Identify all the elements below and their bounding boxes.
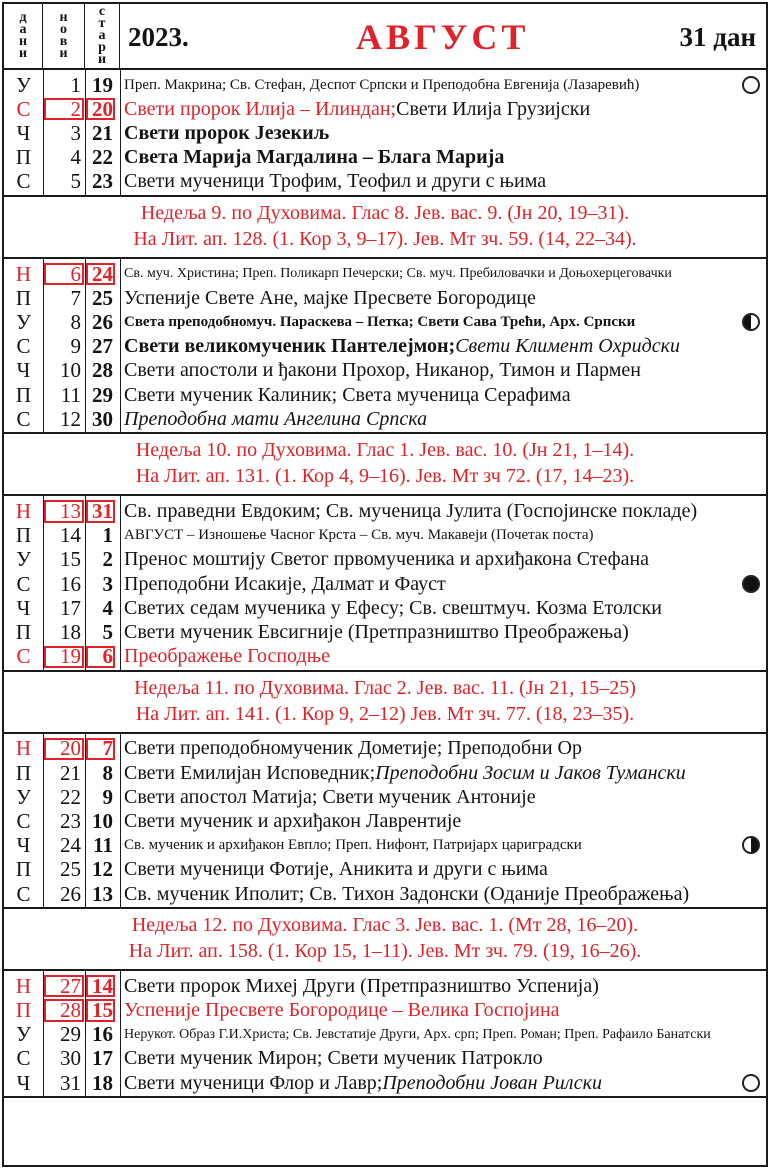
weekday-letter: Ч [16,1070,31,1095]
new-date: 17 [60,595,81,620]
moon-phase-icon [742,1074,760,1092]
old-date: 27 [92,334,113,359]
saint-primary: Света Марија Магдалина – Блага Марија [124,146,505,169]
day-row [4,572,766,596]
saint-primary: АВГУСТ – Изношење Часног Крста – Св. муч. Макавеји (Почетак поста) [124,527,594,544]
day-row [4,524,766,548]
weekday-letter: У [16,72,31,97]
saint-primary: Свети апостол Матија; Свети мученик Антоније [124,785,536,808]
saint-primary: Преображење Господње [124,645,330,668]
saint-text [120,1047,768,1071]
weekday-letter: П [15,523,32,548]
new-date: 23 [60,808,81,833]
old-date: 29 [92,382,113,407]
saint-primary: Св. мученик и архиђакон Евпло; Преп. Нифонт, Патријарх цариградски [124,837,582,854]
day-row [4,596,766,620]
old-date: 20 [85,97,116,121]
saint-text [120,335,768,359]
saint-text [120,286,768,310]
column-divider [43,259,44,434]
saint-text [120,785,768,809]
new-date: 26 [60,881,81,906]
sunday-reading-line: Недеља 12. по Духовима. Глас 3. Јев. вас. 1. (Мт 28, 16–20). [131,914,639,937]
sunday-reading-line: На Лит. ап. 128. (1. Кор 3, 9–17). Јев. Мт зч. 59. (14, 22–34). [133,228,637,250]
saint-text [120,809,768,833]
day-row [4,1071,766,1095]
saint-primary: Свети мученици Флор и Лавр; [124,1071,383,1094]
saint-text [120,596,768,620]
day-row [4,1047,766,1071]
new-date: 5 [70,169,81,194]
saint-text [120,73,768,97]
saint-secondary: Свети Илија Грузијски [396,97,591,120]
saint-primary: Свети мученик Калиник; Света мученица Серафима [124,383,571,406]
days-count: 31 дан [679,22,756,52]
new-date: 25 [60,857,81,882]
saint-primary: Преп. Макрина; Св. Стефан, Деспот Српски и Преподобна Евгенија (Лазаревић) [124,76,640,93]
col-days-label: дани [18,10,28,61]
old-date: 2 [102,547,113,572]
saint-text [120,499,768,523]
weekday-letter: П [15,619,32,644]
weekday-letter: Н [15,261,32,286]
weekday-letter: С [16,334,31,359]
saint-text [120,1071,768,1095]
new-date: 6 [43,262,85,286]
new-date: 20 [43,737,85,761]
saint-primary: Св. праведни Евдоким; Св. мученица Јулита (Госпојинске покладе) [124,499,698,522]
column-divider [120,259,121,434]
weekday-letter: Н [15,736,32,761]
saint-primary: Успеније Пресвете Богородице – Велика Госпојина [124,998,560,1021]
saint-text [120,262,768,286]
saint-text [120,97,768,121]
weekday-letter: С [16,169,31,194]
saint-primary: Свети мученик Евсигније (Претпразништво Преображења) [124,620,629,643]
new-date: 8 [70,309,81,334]
weekday-letter: П [15,857,32,882]
weekday-letter: С [16,96,31,121]
saint-text [120,1023,768,1047]
col-new-label: нови [59,10,68,61]
moon-phase-icon [742,836,760,854]
old-date: 7 [85,737,116,761]
weekday-letter: У [16,309,31,334]
column-divider [85,971,86,1098]
weekday-letter: С [16,406,31,431]
day-row [4,310,766,334]
old-date: 19 [92,72,113,97]
old-date: 3 [102,571,113,596]
day-row [4,121,766,145]
sunday-readings [4,909,766,971]
old-date: 21 [92,120,113,145]
saint-text [120,407,768,431]
saint-text [120,620,768,644]
old-date: 26 [92,309,113,334]
saint-text [120,974,768,998]
old-date: 5 [102,619,113,644]
moon-phase-icon [742,313,760,331]
old-date: 4 [102,595,113,620]
weekday-letter: С [16,644,31,669]
sunday-reading-line: Недеља 9. по Духовима. Глас 8. Јев. вас. 9. (Јн 20, 19–31). [140,202,630,224]
new-date: 21 [60,760,81,785]
saint-text [120,548,768,572]
weekday-letter: П [15,997,32,1022]
new-date: 28 [43,998,85,1022]
weekday-letter: С [16,881,31,906]
old-date: 17 [92,1046,113,1071]
old-date: 8 [102,760,113,785]
day-row [4,383,766,407]
weekday-letter: Ч [16,595,31,620]
column-divider [120,496,121,671]
day-row [4,882,766,906]
saint-primary: Свети апостоли и ђакони Прохор, Никанор, Тимон и Пармен [124,359,641,382]
saint-text [120,882,768,906]
new-date: 7 [70,285,81,310]
weekday-letter: П [15,145,32,170]
day-row [4,146,766,170]
saint-text [120,121,768,145]
saint-text [120,146,768,170]
weekday-letter: Ч [16,120,31,145]
new-date: 16 [60,571,81,596]
saint-primary: Успеније Свете Ане, мајке Пресвете Богородице [124,286,536,309]
new-date: 15 [60,547,81,572]
saint-primary: Пренос моштију Светог првомученика и архиђакона Стефана [124,548,650,571]
saint-text [120,572,768,596]
new-date: 12 [60,406,81,431]
column-divider [43,496,44,671]
weekday-letter: Н [15,498,32,523]
weekday-letter: У [16,1022,31,1047]
day-row [4,170,766,194]
old-date: 25 [92,285,113,310]
saint-text [120,524,768,548]
old-date: 30 [92,406,113,431]
column-divider [85,70,86,197]
moon-phase-icon [742,76,760,94]
saint-text [120,998,768,1022]
saint-secondary: Свети Климент Охридски [455,335,680,358]
column-divider [43,971,44,1098]
saint-secondary: Преподобни Јован Рилски [382,1071,602,1094]
new-date: 18 [60,619,81,644]
sunday-reading-line: Недеља 10. по Духовима. Глас 1. Јев. вас. 10. (Јн 21, 1–14). [135,439,635,462]
saint-text [120,359,768,383]
new-date: 11 [60,382,81,407]
new-date: 14 [60,523,81,548]
day-row [4,737,766,761]
new-date: 4 [70,145,81,170]
saint-primary: Свети великомученик Пантелејмон; [124,335,456,358]
weekday-letter: П [15,382,32,407]
sunday-reading-line: На Лит. ап. 158. (1. Кор 15, 1–11). Јев. Мт зч. 79. (19, 16–26). [128,940,642,963]
weekday-letter: Ч [16,833,31,858]
weekday-letter: У [16,784,31,809]
saint-text [120,170,768,194]
day-row [4,1023,766,1047]
old-date: 13 [92,881,113,906]
saint-primary: Нерукот. Образ Г.И.Христа; Св. Јевстатије Други, Арх. срп; Преп. Роман; Преп. Рафаило Банатски [124,1026,711,1042]
old-date: 15 [85,998,116,1022]
day-row [4,620,766,644]
column-divider [120,734,121,909]
day-row [4,73,766,97]
new-date: 30 [60,1046,81,1071]
old-date: 9 [102,784,113,809]
month-title: АВГУСТ [356,17,530,57]
day-row [4,407,766,431]
column-divider [43,734,44,909]
old-date: 22 [92,145,113,170]
column-divider [85,734,86,909]
day-row [4,858,766,882]
saint-secondary: Преподобни Зосим и Јаков Тумански [375,761,686,784]
sunday-reading-line: На Лит. ап. 141. (1. Кор 9, 2–12) Јев. Мт зч. 77. (18, 23–35). [135,702,635,725]
old-date: 18 [92,1070,113,1095]
day-row [4,761,766,785]
old-date: 16 [92,1022,113,1047]
day-row [4,335,766,359]
col-days-header [4,4,43,68]
old-date: 6 [85,645,116,669]
calendar-page [2,2,768,1167]
col-old-label: стари [97,4,107,67]
old-date: 24 [85,262,116,286]
old-date: 1 [102,523,113,548]
saint-primary: Свети пророк Михеј Други (Претпразништво Успенија) [124,974,599,997]
old-date: 23 [92,169,113,194]
saint-primary: Преподобна мати Ангелина Српска [124,407,428,430]
old-date: 14 [85,974,116,998]
col-new-header [43,4,85,68]
day-row [4,645,766,669]
old-date: 31 [85,499,116,523]
saint-primary: Света преподобномуч. Параскева – Петка; Свети Сава Трећи, Арх. Српски [124,313,636,330]
day-row [4,262,766,286]
saint-primary: Свети преподобномученик Дометије; Преподобни Ор [124,737,582,760]
saint-text [120,383,768,407]
saint-primary: Свети Емилијан Исповедник; [124,761,376,784]
new-date: 22 [60,784,81,809]
sunday-readings [4,434,766,496]
new-date: 9 [70,334,81,359]
day-row [4,359,766,383]
saint-text [120,737,768,761]
column-divider [120,971,121,1098]
saint-text [120,858,768,882]
column-divider [120,70,121,197]
saint-primary: Свети пророк Језекиљ [124,121,330,144]
year-label: 2023. [128,22,189,52]
calendar-header [4,4,766,70]
saint-text [120,310,768,334]
saint-primary: Свети мученици Фотије, Аникита и други с њима [124,858,548,881]
old-date: 10 [92,808,113,833]
new-date: 19 [43,645,85,669]
old-date: 28 [92,358,113,383]
column-divider [43,70,44,197]
new-date: 13 [43,499,85,523]
moon-phase-icon [742,575,760,593]
old-date: 11 [93,833,113,858]
new-date: 2 [43,97,85,121]
weekday-letter: С [16,1046,31,1071]
sunday-reading-line: На Лит. ап. 131. (1. Кор 4, 9–16). Јев. Мт зч 72. (17, 14–23). [135,465,635,488]
old-date: 12 [92,857,113,882]
weekday-letter: С [16,571,31,596]
sunday-readings [4,672,766,734]
day-row [4,97,766,121]
saint-primary: Свети мученик Мирон; Свети мученик Патрокло [124,1047,543,1070]
saint-primary: Свети пророк Илија – Илиндан; [124,97,397,120]
saint-primary: Преподобни Исакије, Далмат и Фауст [124,572,446,595]
column-divider [85,496,86,671]
saint-primary: Св. мученик Иполит; Св. Тихон Задонски (Оданије Преображења) [124,882,690,905]
new-date: 24 [60,833,81,858]
saint-primary: Свети мученик и архиђакон Лаврентије [124,809,462,832]
day-row [4,834,766,858]
weekday-letter: У [16,547,31,572]
saint-text [120,645,768,669]
sunday-readings [4,197,766,259]
new-date: 29 [60,1022,81,1047]
saint-primary: Св. муч. Христина; Преп. Поликарп Печерски; Св. муч. Пребиловачки и Доњохерцеговачки [124,266,672,282]
day-row [4,974,766,998]
weekday-letter: С [16,808,31,833]
weekday-letter: П [15,760,32,785]
day-row [4,548,766,572]
saint-text [120,834,768,858]
day-row [4,499,766,523]
new-date: 31 [60,1070,81,1095]
saint-primary: Светих седам мученика у Ефесу; Св. свештмуч. Козма Етолски [124,596,662,619]
saint-primary: Свети мученици Трофим, Теофил и други с њима [124,170,547,193]
saint-text [120,761,768,785]
day-row [4,286,766,310]
weekday-letter: Н [15,973,32,998]
new-date: 1 [70,72,81,97]
column-divider [85,259,86,434]
day-row [4,998,766,1022]
day-row [4,809,766,833]
new-date: 27 [43,974,85,998]
new-date: 3 [70,120,81,145]
new-date: 10 [60,358,81,383]
weekday-letter: Ч [16,358,31,383]
col-old-header [85,4,120,68]
weekday-letter: П [15,285,32,310]
sunday-reading-line: Недеља 11. по Духовима. Глас 2. Јев. вас. 11. (Јн 21, 15–25) [134,676,636,699]
day-row [4,785,766,809]
